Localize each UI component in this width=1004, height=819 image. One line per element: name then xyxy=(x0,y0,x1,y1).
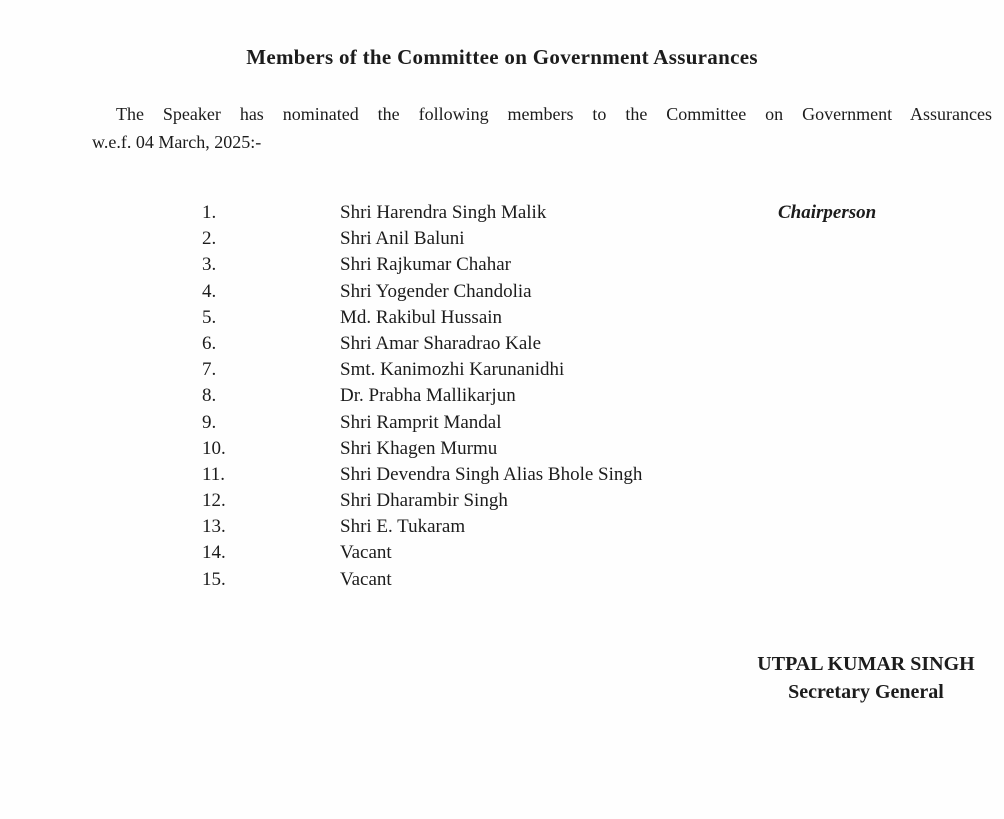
member-name: Shri Dharambir Singh xyxy=(340,490,508,512)
member-row xyxy=(202,252,1004,278)
member-number: 4. xyxy=(202,280,217,302)
member-row xyxy=(202,462,1004,488)
member-name: Shri E. Tukaram xyxy=(340,516,466,538)
member-row xyxy=(202,436,1004,462)
member-name: Shri Khagen Murmu xyxy=(340,437,498,459)
member-number: 10. xyxy=(202,437,226,459)
member-number: 5. xyxy=(202,306,217,328)
member-number: 9. xyxy=(202,411,217,433)
member-number: 1. xyxy=(202,202,217,223)
member-name: Md. Rakibul Hussain xyxy=(340,306,503,328)
member-name: Shri Yogender Chandolia xyxy=(340,280,532,302)
member-name: Shri Rajkumar Chahar xyxy=(340,254,511,276)
member-row xyxy=(202,331,1004,357)
member-row xyxy=(202,200,1004,226)
member-name: Shri Amar Sharadrao Kale xyxy=(340,332,542,354)
member-number: 6. xyxy=(202,332,217,354)
member-number: 13. xyxy=(202,516,226,538)
member-name: Shri Ramprit Mandal xyxy=(340,411,502,433)
document-title: Members of the Committee on Government Assurances xyxy=(246,45,758,69)
member-row xyxy=(202,410,1004,436)
member-row xyxy=(202,514,1004,540)
member-name: Dr. Prabha Mallikarjun xyxy=(340,385,516,407)
member-name: Vacant xyxy=(340,542,392,564)
member-row xyxy=(202,226,1004,252)
member-row xyxy=(202,357,1004,383)
member-number: 7. xyxy=(202,359,217,381)
member-row xyxy=(202,305,1004,331)
member-name: Smt. Kanimozhi Karunanidhi xyxy=(340,359,565,381)
intro-paragraph xyxy=(92,100,992,156)
member-row xyxy=(202,488,1004,514)
member-role: Chairperson xyxy=(778,202,877,223)
members-list xyxy=(202,200,1004,593)
intro-line-1: The Speaker has nominated the following members to the Committee on Government Assurances xyxy=(116,104,992,124)
member-row xyxy=(202,567,1004,593)
intro-line-2: w.e.f. 04 March, 2025:- xyxy=(92,132,262,152)
member-number: 2. xyxy=(202,228,217,250)
member-row xyxy=(202,540,1004,566)
member-number: 8. xyxy=(202,385,217,407)
member-row xyxy=(202,279,1004,305)
signatory-name: UTPAL KUMAR SINGH xyxy=(757,653,975,675)
signature-block xyxy=(743,650,989,706)
member-name: Shri Devendra Singh Alias Bhole Singh xyxy=(340,463,643,485)
member-name: Shri Harendra Singh Malik xyxy=(340,202,547,223)
member-number: 12. xyxy=(202,490,226,512)
member-number: 3. xyxy=(202,254,217,276)
member-name: Vacant xyxy=(340,568,392,590)
signatory-designation: Secretary General xyxy=(788,681,944,703)
member-row xyxy=(202,383,1004,409)
member-number: 11. xyxy=(202,463,226,485)
member-name: Shri Anil Baluni xyxy=(340,228,465,250)
member-number: 14. xyxy=(202,542,226,564)
member-number: 15. xyxy=(202,568,226,590)
